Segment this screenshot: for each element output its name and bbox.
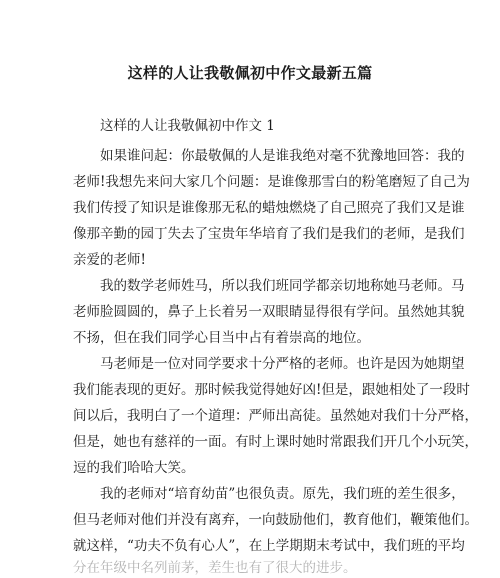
body-line: 我的数学老师姓马，所以我们班同学都亲切地称她马老师。马 bbox=[100, 278, 465, 294]
body-line: 我的老师对“培育幼苗”也很负责。原先，我们班的差生很多， bbox=[100, 486, 465, 502]
body-line: 亲爱的老师! bbox=[73, 252, 146, 268]
body-line: 老师脸圆圆的，鼻子上长着另一双眼睛显得很有学问。虽然她其貌 bbox=[73, 304, 465, 320]
essay-subheading: 这样的人让我敬佩初中作文 1 bbox=[100, 118, 275, 134]
body-line: 但是，她也有慈祥的一面。有时上课时她时常跟我们开几个小玩笑， bbox=[73, 434, 478, 450]
document-title: 这样的人让我敬佩初中作文最新五篇 bbox=[127, 64, 373, 82]
body-line-cut-off: 分在年级中名列前茅，差生也有了很大的进步。 bbox=[73, 560, 357, 576]
body-line: 逗的我们哈哈大笑。 bbox=[73, 460, 195, 476]
body-line: 不扬，但在我们同学心目当中占有着崇高的地位。 bbox=[73, 330, 370, 346]
body-line: 我们传授了知识是谁像那无私的蜡烛燃烧了自己照亮了我们又是谁 bbox=[73, 200, 465, 216]
body-line: 间以后，我明白了一个道理：严师出高徒。虽然她对我们十分严格， bbox=[73, 408, 478, 424]
body-line: 我们能表现的更好。那时候我觉得她好凶!但是，跟她相处了一段时 bbox=[73, 382, 470, 398]
body-line: 马老师是一位对同学要求十分严格的老师。也许是因为她期望 bbox=[100, 356, 465, 372]
body-line: 老师!我想先来问大家几个问题：是谁像那雪白的粉笔磨短了自己为 bbox=[73, 174, 470, 190]
body-line: 但马老师对他们并没有离弃，一向鼓励他们，教育他们，鞭策他们。 bbox=[73, 512, 478, 528]
body-line: 就这样，“功夫不负有心人”，在上学期期末考试中，我们班的平均 bbox=[73, 538, 465, 554]
body-line: 像那辛勤的园丁失去了宝贵年华培育了我们是我们的老师，是我们 bbox=[73, 226, 465, 242]
body-line: 如果谁问起：你最敬佩的人是谁我绝对毫不犹豫地回答：我的 bbox=[100, 148, 465, 164]
